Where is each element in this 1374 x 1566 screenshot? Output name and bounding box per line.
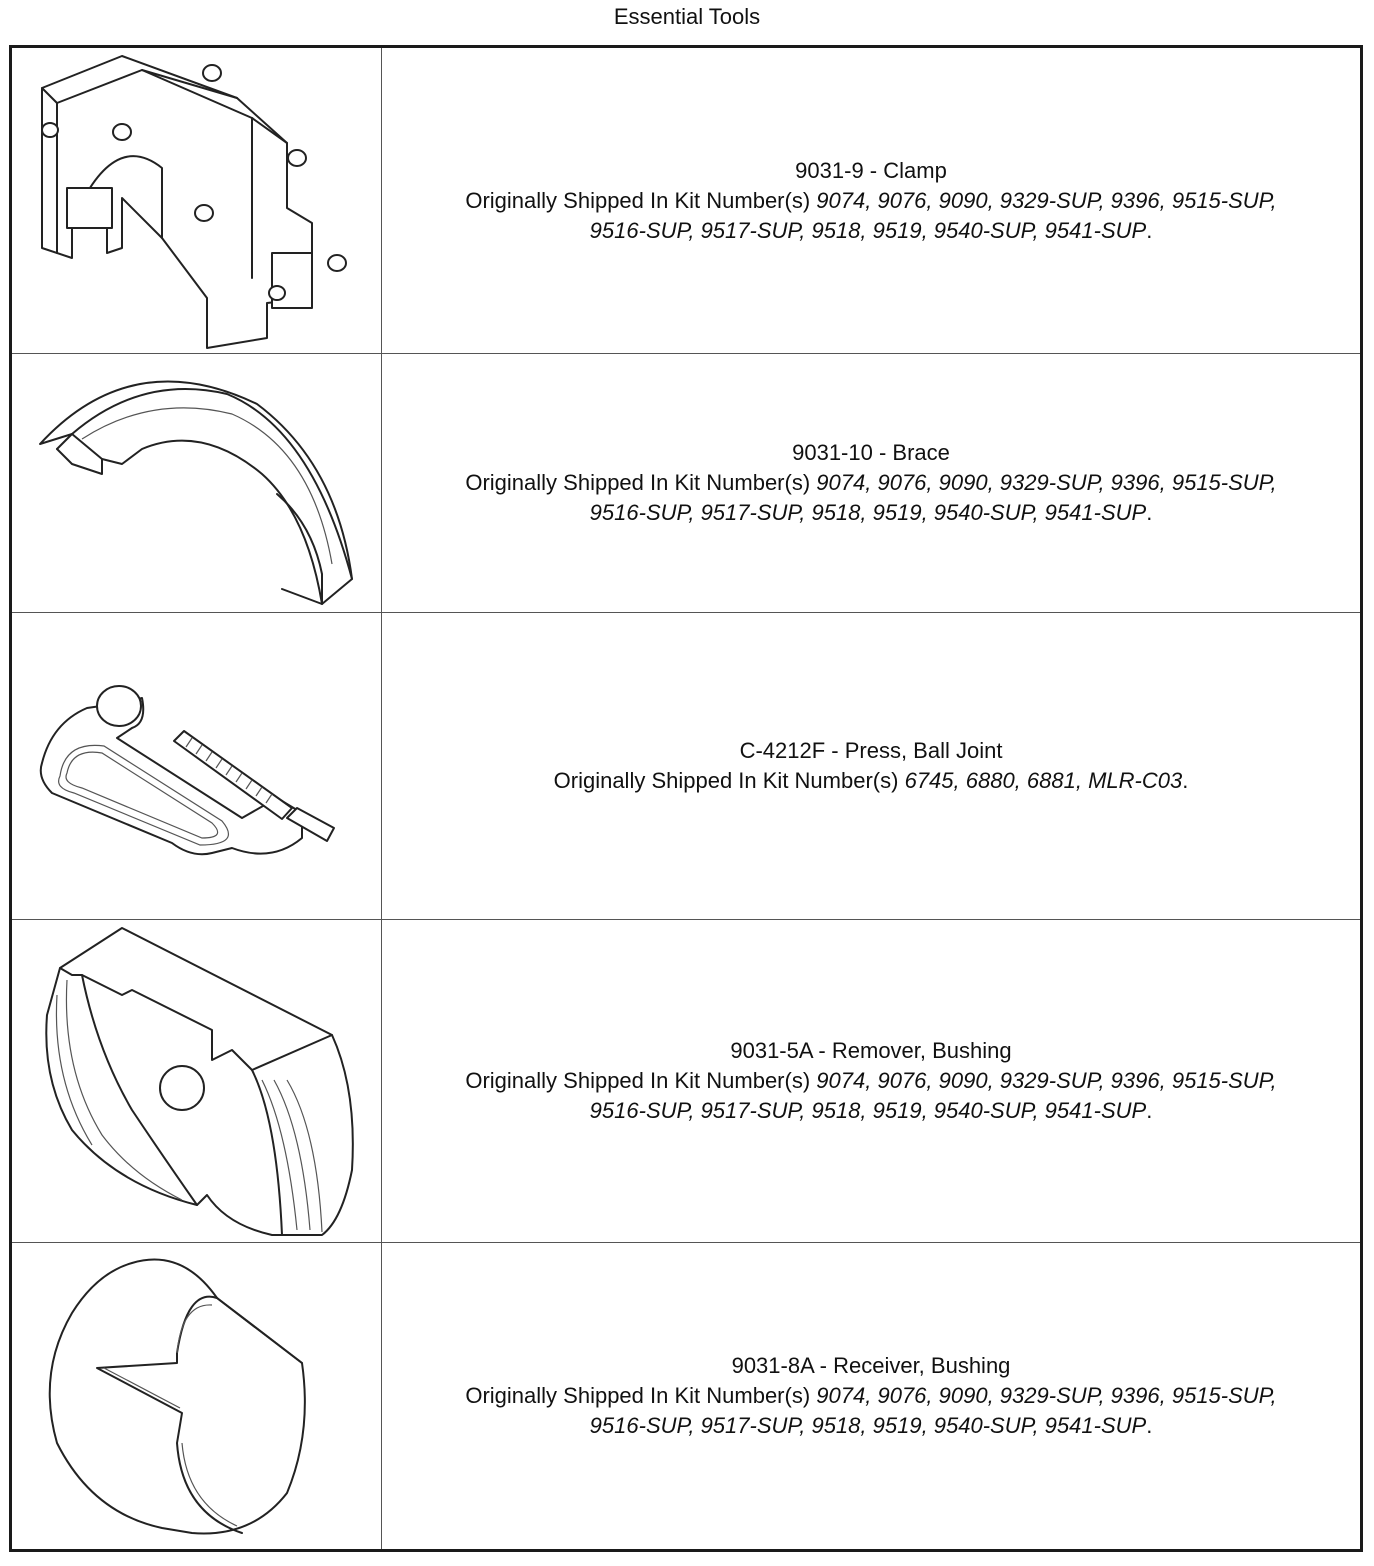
clamp-description <box>382 48 1360 353</box>
kit-numbers: 9074, 9076, 9090, 9329-SUP, 9396, 9515-SUP, <box>816 1068 1277 1093</box>
tool-row-receiver <box>12 1243 1360 1549</box>
brace-description <box>382 354 1360 612</box>
receiver-illustration <box>12 1243 382 1549</box>
kit-numbers: 9074, 9076, 9090, 9329-SUP, 9396, 9515-SUP, <box>816 187 1277 213</box>
clamp-illustration <box>12 48 382 353</box>
receiver-description <box>382 1243 1360 1549</box>
kit-line <box>465 186 1276 216</box>
kit-line-2 <box>590 498 1153 528</box>
kit-end: . <box>1182 768 1189 793</box>
tool-name: 9031-5A - Remover, Bushing <box>730 1038 1012 1063</box>
kit-end: . <box>1146 500 1153 525</box>
kit-prefix: Originally Shipped In Kit Number(s) <box>465 1068 811 1093</box>
kit-line-2 <box>590 216 1153 246</box>
tool-row-clamp <box>12 48 1360 354</box>
kit-line <box>465 1066 1276 1096</box>
kit-end: . <box>1146 1098 1153 1123</box>
remover-illustration <box>12 920 382 1242</box>
kit-line <box>465 468 1276 498</box>
tool-name: 9031-10 - Brace <box>792 440 950 465</box>
press-description <box>382 613 1360 919</box>
page-title: Essential Tools <box>613 4 761 29</box>
kit-end: . <box>1146 1413 1153 1438</box>
remover-description <box>382 920 1360 1242</box>
tools-table <box>9 45 1363 1552</box>
kit-line <box>554 766 1189 796</box>
kit-numbers: 9074, 9076, 9090, 9329-SUP, 9396, 9515-SUP, <box>816 470 1277 495</box>
kit-line-2 <box>590 1411 1153 1441</box>
brace-illustration <box>12 354 382 612</box>
kit-numbers: 9074, 9076, 9090, 9329-SUP, 9396, 9515-SUP, <box>816 1383 1277 1408</box>
kit-line-2 <box>590 1096 1153 1126</box>
kit-numbers-2: 9516-SUP, 9517-SUP, 9518, 9519, 9540-SUP, 9541-SUP <box>589 1413 1147 1438</box>
kit-line <box>465 1381 1276 1411</box>
tool-row-remover <box>12 920 1360 1243</box>
kit-prefix: Originally Shipped In Kit Number(s) <box>553 768 899 793</box>
kit-numbers: 6745, 6880, 6881, MLR-C03 <box>904 768 1183 793</box>
kit-end: . <box>1146 217 1153 243</box>
tool-row-brace <box>12 354 1360 613</box>
press-illustration <box>12 613 382 919</box>
kit-prefix: Originally Shipped In Kit Number(s) <box>465 470 811 495</box>
tool-name: 9031-8A - Receiver, Bushing <box>731 1353 1011 1378</box>
kit-numbers-2: 9516-SUP, 9517-SUP, 9518, 9519, 9540-SUP, 9541-SUP <box>589 217 1147 243</box>
kit-prefix: Originally Shipped In Kit Number(s) <box>465 1383 811 1408</box>
tool-name: C-4212F - Press, Ball Joint <box>739 738 1003 763</box>
kit-numbers-2: 9516-SUP, 9517-SUP, 9518, 9519, 9540-SUP, 9541-SUP <box>589 500 1147 525</box>
tool-row-press <box>12 613 1360 920</box>
kit-prefix: Originally Shipped In Kit Number(s) <box>465 187 811 213</box>
tool-name: 9031-9 - Clamp <box>795 157 947 183</box>
kit-numbers-2: 9516-SUP, 9517-SUP, 9518, 9519, 9540-SUP, 9541-SUP <box>589 1098 1147 1123</box>
